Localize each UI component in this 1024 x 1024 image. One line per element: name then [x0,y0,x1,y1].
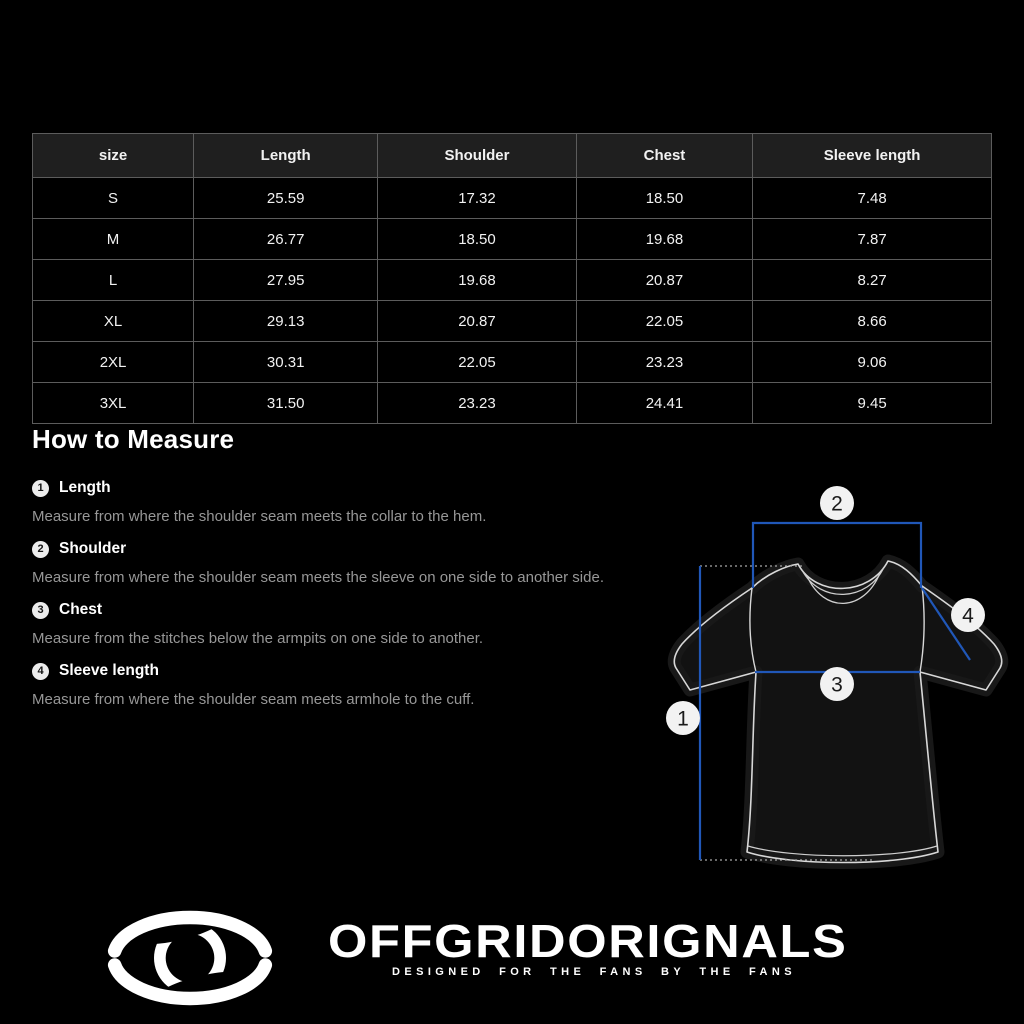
cell-sleeve: 8.27 [753,260,992,301]
cell-shoulder: 23.23 [378,383,577,424]
cell-shoulder: 19.68 [378,260,577,301]
table-row [33,301,992,342]
table-header-row [33,134,992,178]
cell-size: 2XL [33,342,194,383]
cell-sleeve: 8.66 [753,301,992,342]
diagram-badge-4 [951,598,985,632]
cell-shoulder: 22.05 [378,342,577,383]
measure-item-chest [32,601,652,619]
cell-length: 29.13 [194,301,378,342]
cell-size: L [33,260,194,301]
svg-text:1: 1 [677,707,689,731]
number-badge-2: 2 [32,541,49,558]
number-badge-4: 4 [32,663,49,680]
measure-item-description: Measure from the stitches below the armpits on one side to another. [32,630,484,647]
cell-length: 31.50 [194,383,378,424]
cell-chest: 20.87 [576,260,752,301]
measure-item-description: Measure from where the shoulder seam meets the collar to the hem. [32,508,487,525]
measure-item-sleeve-length [32,662,652,680]
how-to-measure-section [32,424,652,723]
measure-item-shoulder [32,540,652,558]
cell-sleeve: 9.45 [753,383,992,424]
tshirt-illustration [674,561,1002,863]
diagram-badge-3 [820,667,854,701]
logo-pupil [166,934,215,983]
cell-chest: 23.23 [576,342,752,383]
section-title: How to Measure [32,424,235,454]
cell-shoulder: 17.32 [378,178,577,219]
cell-length: 30.31 [194,342,378,383]
tshirt-measurement-diagram [640,470,1024,910]
cell-chest: 24.41 [576,383,752,424]
offgrid-eye-logo-icon [100,904,280,1012]
measure-item-label: Length [59,479,111,496]
number-badge-3: 3 [32,602,49,619]
header-chest: Chest [576,134,752,178]
diagram-badge-2 [820,486,854,520]
diagram-badge-1 [666,701,700,735]
cell-size: XL [33,301,194,342]
header-length: Length [194,134,378,178]
header-sleeve-length: Sleeve length [753,134,992,178]
cell-size: S [33,178,194,219]
table-row [33,342,992,383]
cell-sleeve: 7.48 [753,178,992,219]
cell-sleeve: 9.06 [753,342,992,383]
table-row [33,383,992,424]
cell-chest: 19.68 [576,219,752,260]
tshirt-silhouette [674,561,1002,863]
cell-shoulder: 20.87 [378,301,577,342]
cell-chest: 22.05 [576,301,752,342]
cell-length: 27.95 [194,260,378,301]
measure-item-description: Measure from where the shoulder seam meets armhole to the cuff. [32,691,475,708]
measure-item-label: Chest [59,601,103,618]
cell-chest: 18.50 [576,178,752,219]
number-badge-1: 1 [32,480,49,497]
table-row [33,260,992,301]
header-size: size [33,134,194,178]
cell-sleeve: 7.87 [753,219,992,260]
svg-text:3: 3 [831,673,843,697]
cell-size: M [33,219,194,260]
cell-shoulder: 18.50 [378,219,577,260]
svg-text:2: 2 [831,492,843,516]
measure-item-label: Shoulder [59,540,127,557]
measure-item-description: Measure from where the shoulder seam meets the sleeve on one side to another side. [32,569,604,586]
svg-text:4: 4 [962,604,974,628]
brand-wordmark: OFFGRIDORIGNALS [328,915,848,967]
cell-length: 25.59 [194,178,378,219]
cell-length: 26.77 [194,219,378,260]
measure-item-label: Sleeve length [59,662,159,679]
brand-tagline: DESIGNED FOR THE FANS BY THE FANS [392,966,796,978]
table-row [33,178,992,219]
measure-item-length [32,479,652,497]
header-shoulder: Shoulder [378,134,577,178]
size-chart-table [32,133,992,424]
table-row [33,219,992,260]
cell-size: 3XL [33,383,194,424]
